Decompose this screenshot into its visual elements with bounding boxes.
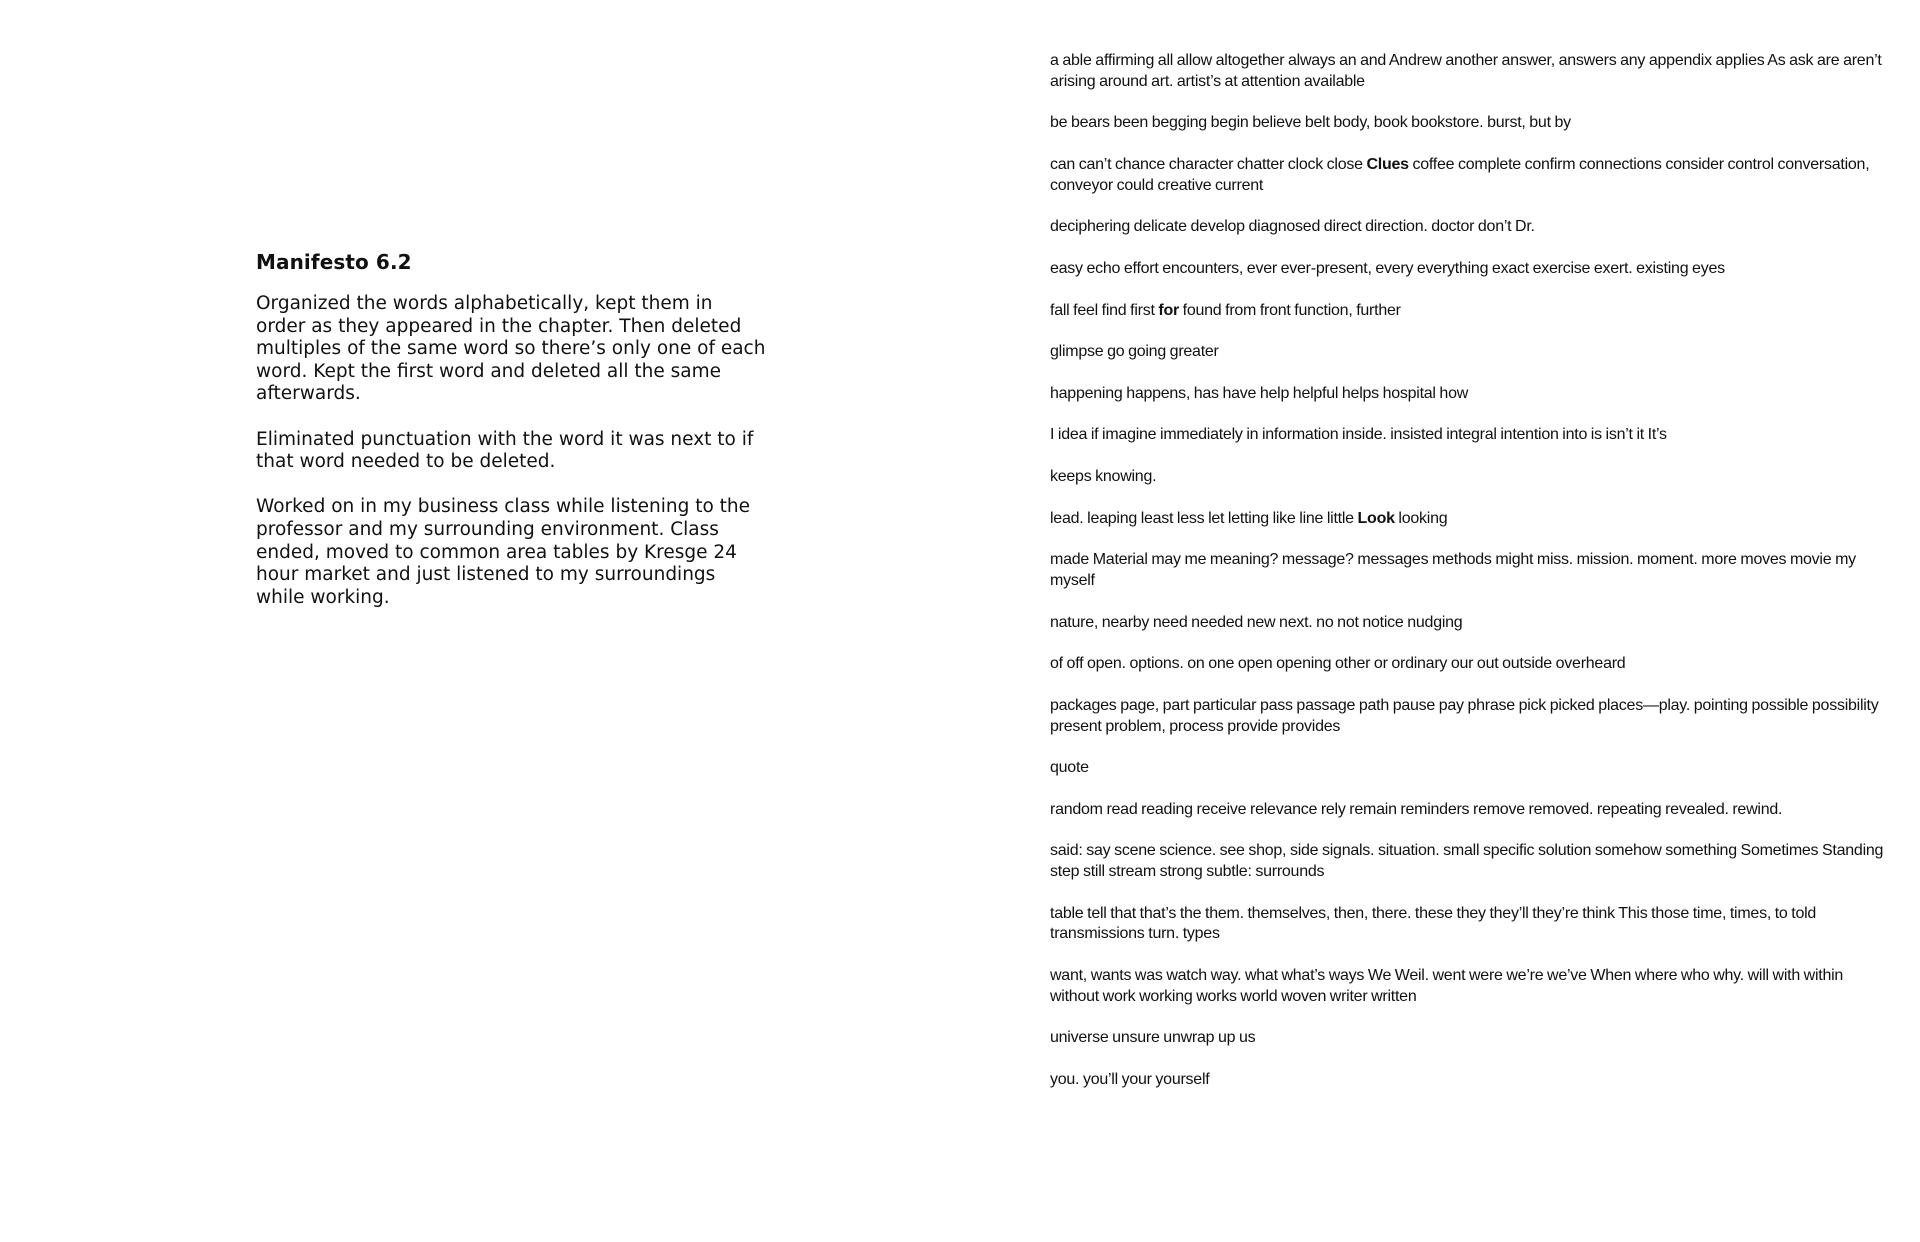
bold-word-for: for	[1158, 301, 1179, 319]
word-group-a: a able affirming all allow altogether always an and Andrew another answer, answers any appendix applies As ask are aren’t arising around art. artist’s at attention available	[1050, 52, 1882, 90]
word-group-w: want, wants was watch way. what what’s ways We Weil. went were we’re we’ve When where who why. will with within without work working works world woven writer written	[1050, 967, 1844, 1005]
manifesto-notes	[256, 250, 776, 632]
manifesto-paragraph-punctuation: Eliminated punctuation with the word it was next to if that word needed to be deleted.	[256, 428, 754, 473]
word-group-u: universe unsure unwrap up us	[1050, 1029, 1256, 1047]
word-group-k: keeps knowing.	[1050, 467, 1157, 485]
manifesto-paragraph-method: Organized the words alphabetically, kept them in order as they appeared in the chapter. Then deleted multiples of the same word so there’s only one of each word. Kept the first word and deleted all the same afterwards.	[256, 293, 766, 405]
word-group-n: nature, nearby need needed new next. no not notice nudging	[1050, 613, 1463, 631]
word-group-e: easy echo effort encounters, ever ever-present, every everything exact exercise exert. existing eyes	[1050, 259, 1725, 277]
bold-word-look: Look	[1357, 509, 1395, 527]
word-group-y: you. you’ll your yourself	[1050, 1071, 1210, 1089]
bold-word-clues: Clues	[1366, 155, 1409, 173]
word-group-d: deciphering delicate develop diagnosed direct direction. doctor don’t Dr.	[1050, 218, 1535, 236]
word-group-i: I idea if imagine immediately in information inside. insisted integral intention into is isn’t it It’s	[1050, 426, 1667, 444]
word-group-b: be bears been begging begin believe belt body, book bookstore. burst, but by	[1050, 114, 1571, 132]
word-group-s: said: say scene science. see shop, side signals. situation. small specific solution somehow something Sometimes Standing step still stream strong subtle: surrounds	[1050, 842, 1884, 881]
alphabetical-word-list	[1050, 51, 1895, 1112]
word-group-m: made Material may me meaning? message? messages methods might miss. mission. moment. more moves movie my myself	[1050, 551, 1856, 589]
manifesto-title: Manifesto 6.2	[256, 250, 412, 274]
word-group-h: happening happens, has have help helpful helps hospital how	[1050, 384, 1469, 402]
word-group-p: packages page, part particular pass passage path pause pay phrase pick picked places—play. pointing possible possibility present problem, process provide provides	[1050, 696, 1879, 735]
word-group-f: fall feel find first for found from front function, further	[1050, 301, 1401, 319]
word-group-q: quote	[1050, 759, 1089, 777]
word-group-o: of off open. options. on one open opening other or ordinary our out outside overheard	[1050, 655, 1626, 673]
word-group-l: lead. leaping least less let letting like line little Look looking	[1050, 509, 1448, 527]
word-group-g: glimpse go going greater	[1050, 343, 1219, 361]
word-group-c: can can’t chance character chatter clock close Clues coffee complete confirm connections consider control conversation, conveyor could creative current	[1050, 155, 1870, 194]
word-group-r: random read reading receive relevance rely remain reminders remove removed. repeating revealed. rewind.	[1050, 800, 1783, 818]
word-group-t: table tell that that’s the them. themselves, then, there. these they they’ll they’re think This those time, times, to told transmissions turn. types	[1050, 904, 1817, 943]
manifesto-paragraph-environment: Worked on in my business class while listening to the professor and my surrounding environment. Class ended, moved to common area tables by Kresge 24 hour market and just listened to my surroundings while working.	[256, 496, 751, 608]
